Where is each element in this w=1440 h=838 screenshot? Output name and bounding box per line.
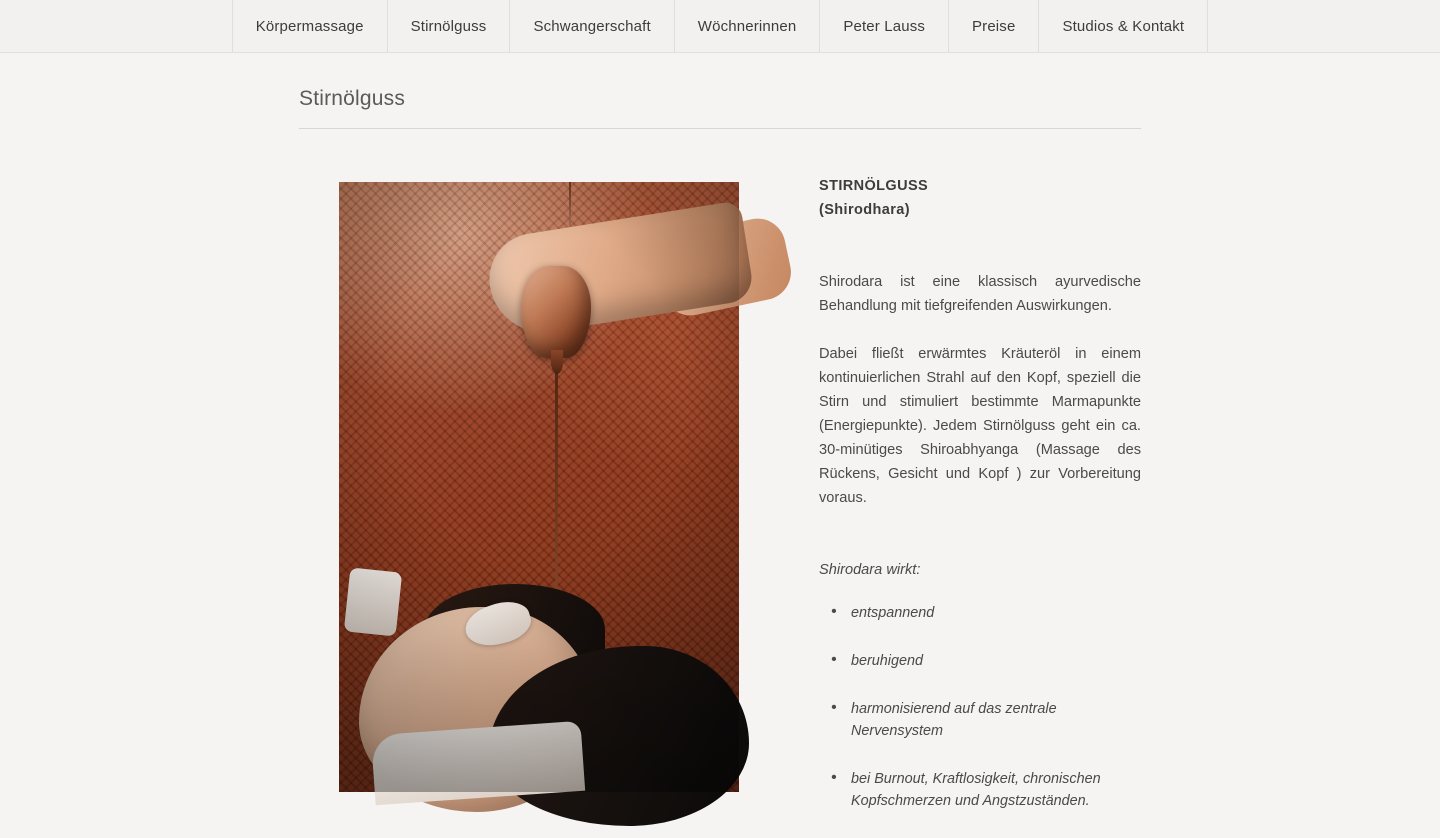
- list-item: • beruhigend: [845, 650, 1141, 672]
- nav-item-schwangerschaft[interactable]: Schwangerschaft: [510, 0, 674, 53]
- paragraph-intro: Shirodara ist eine klassisch ayurvedische Behandlung mit tiefgreifenden Auswirkungen.: [819, 274, 1141, 314]
- nav-item-koerpermassage[interactable]: Körpermassage: [232, 0, 388, 53]
- article-heading-sub: (Shirodhara): [819, 202, 910, 218]
- list-item: • harmonisierend auf das zentrale Nervensystem: [845, 698, 1141, 742]
- effects-intro: Shirodara wirkt:: [819, 562, 921, 578]
- two-column-layout: [299, 166, 1141, 838]
- page-title: Stirnölguss: [299, 87, 1141, 129]
- spacer-between-paragraphs: [819, 318, 1141, 342]
- article-text: [819, 166, 1141, 838]
- treatment-photo: [339, 182, 739, 792]
- paragraph-description: Dabei fließt erwärmtes Kräuteröl in einem kontinuierlichen Strahl auf den Kopf, speziell die Stirn und stimuliert bestimmte Marmapunkte (Energiepunkte). Jedem Stirnölguss geht ein ca. 30-minütiges Shiroabhyanga (Massage des Rückens, Gesicht und Kopf ) zur Vorbereitung voraus.: [819, 346, 1141, 506]
- page-body: [0, 53, 1440, 809]
- nav-item-woechnerinnen[interactable]: Wöchnerinnen: [675, 0, 821, 53]
- article-heading-main: STIRNÖLGUSS: [819, 178, 929, 194]
- nav-item-peter-lauss[interactable]: Peter Lauss: [820, 0, 949, 53]
- list-item: • entspannend: [845, 602, 1141, 624]
- article-heading: [819, 174, 1141, 222]
- list-item: • bei Burnout, Kraftlosigkeit, chronischen Kopfschmerzen und Angstzuständen.: [845, 768, 1141, 812]
- spacer-after-heading: [819, 222, 1141, 270]
- content-container: [299, 53, 1141, 838]
- main-navbar: [0, 0, 1440, 53]
- spacer-before-effects: [819, 510, 1141, 558]
- nav-item-studios-kontakt[interactable]: Studios & Kontakt: [1039, 0, 1208, 53]
- primary-navigation: [232, 0, 1208, 53]
- photo-vignette: [339, 182, 739, 792]
- nav-item-stirnoelguss[interactable]: Stirnölguss: [388, 0, 511, 53]
- effects-list: [819, 602, 1141, 812]
- nav-item-preise[interactable]: Preise: [949, 0, 1039, 53]
